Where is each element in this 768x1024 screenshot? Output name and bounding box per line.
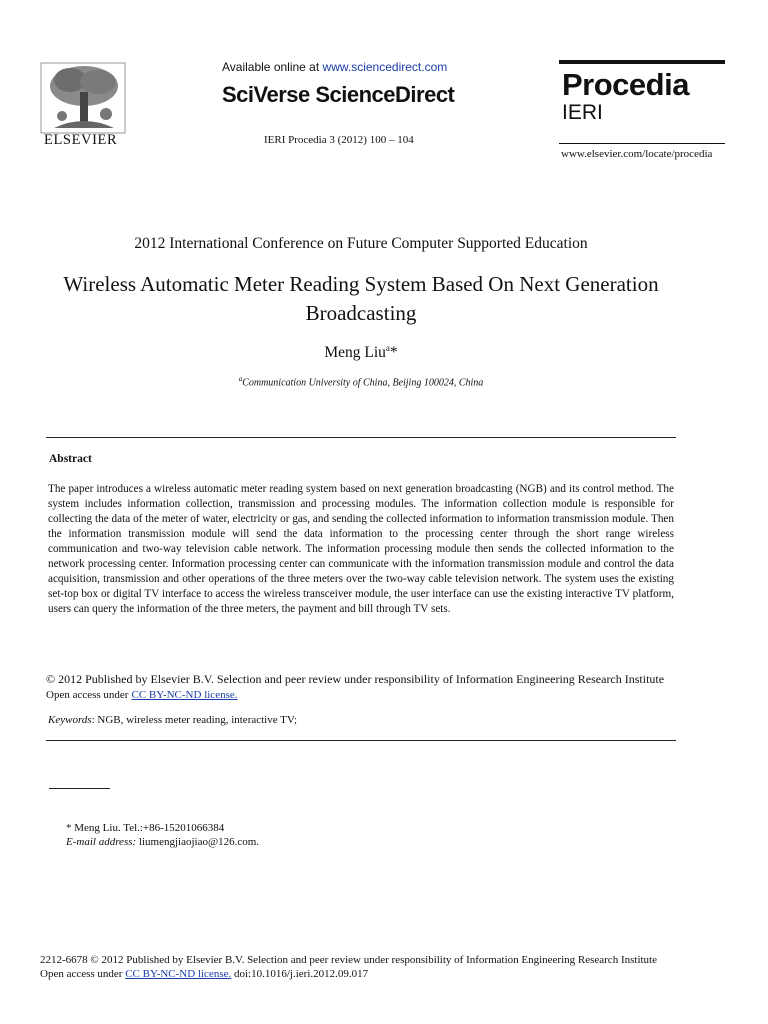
journal-url: www.elsevier.com/locate/procedia — [561, 148, 713, 160]
divider-top — [46, 437, 676, 438]
abstract-body: The paper introduces a wireless automatic meter reading system based on next generation broadcasting (NGB) and its control method. The system includes information collection, transmission and processing modules. The information collection module is responsible for collecting the data of the meter of water, electricity or gas, and sending the collected information to information transmission module. Then the information transmission module will send the data information to the processing center through the short range wireless communication and two-way television cable network. The information processing module then sends the collected information to the network processing center. Information processing center can communicate with the information transmission module and control the data acquisition, transmission and other operations of the three meters over the two-way cable television network. The system uses the existing set-top box or digital TV interface to access the wireless transceiver module, the user interface can use the existing interactive TV platform, users can query the information of the three meters, the payment and bill through TV sets. — [48, 483, 674, 615]
author-name: Meng Liu — [324, 344, 386, 362]
page-footer — [40, 953, 730, 981]
open-access-label: Open access under — [46, 689, 129, 701]
affiliation-mark: a — [238, 375, 243, 383]
footer-copyright: 2212-6678 © 2012 Published by Elsevier B.V. Selection and peer review under responsibility of Information Engineering Research Institute — [40, 954, 657, 966]
procedia-ieri-label: IERI — [562, 101, 603, 124]
available-online-line — [222, 60, 447, 74]
footnote-contact: * Meng Liu. Tel.:+86-15201066384 — [66, 822, 225, 834]
footer-open-access-label: Open access under — [40, 968, 123, 980]
available-online-label: Available online at — [222, 60, 320, 74]
author-line — [0, 343, 722, 362]
affiliation — [0, 375, 722, 388]
email-value: liumengjiaojiao@126.com. — [136, 836, 260, 848]
conference-name: 2012 International Conference on Future Computer Supported Education — [134, 235, 588, 252]
footnote-rule — [49, 788, 110, 789]
elsevier-wordmark: ELSEVIER — [44, 132, 118, 148]
divider-bottom — [46, 740, 676, 741]
footer-license-line — [40, 967, 730, 981]
keywords — [48, 714, 297, 726]
license-link[interactable]: CC BY-NC-ND license. — [131, 689, 238, 701]
keywords-text: : NGB, wireless meter reading, interactive TV; — [91, 714, 298, 726]
paper-title: Wireless Automatic Meter Reading System Based On Next Generation Broadcasting — [63, 272, 659, 325]
copyright-notice — [46, 672, 676, 703]
footnote-email — [66, 836, 259, 848]
procedia-logo: Procedia — [562, 67, 689, 102]
sciverse-logo: SciVerse ScienceDirect — [222, 82, 455, 107]
author-affil-mark: a — [385, 343, 390, 353]
sciencedirect-link[interactable]: www.sciencedirect.com — [322, 60, 448, 74]
footer-license-link[interactable]: CC BY-NC-ND license. — [125, 968, 232, 980]
email-label: E-mail address: — [66, 836, 137, 848]
journal-reference: IERI Procedia 3 (2012) 100 – 104 — [264, 134, 414, 146]
copyright-text: © 2012 Published by Elsevier B.V. Selection and peer review under responsibility of Information Engineering Research Institute — [46, 672, 665, 686]
affiliation-text: Communication University of China, Beijing 100024, China — [242, 377, 484, 389]
keywords-label: Keywords — [48, 714, 92, 726]
author-corresponding-mark: * — [389, 344, 398, 362]
abstract-heading: Abstract — [49, 453, 92, 465]
footer-doi: doi:10.1016/j.ieri.2012.09.017 — [231, 968, 369, 980]
